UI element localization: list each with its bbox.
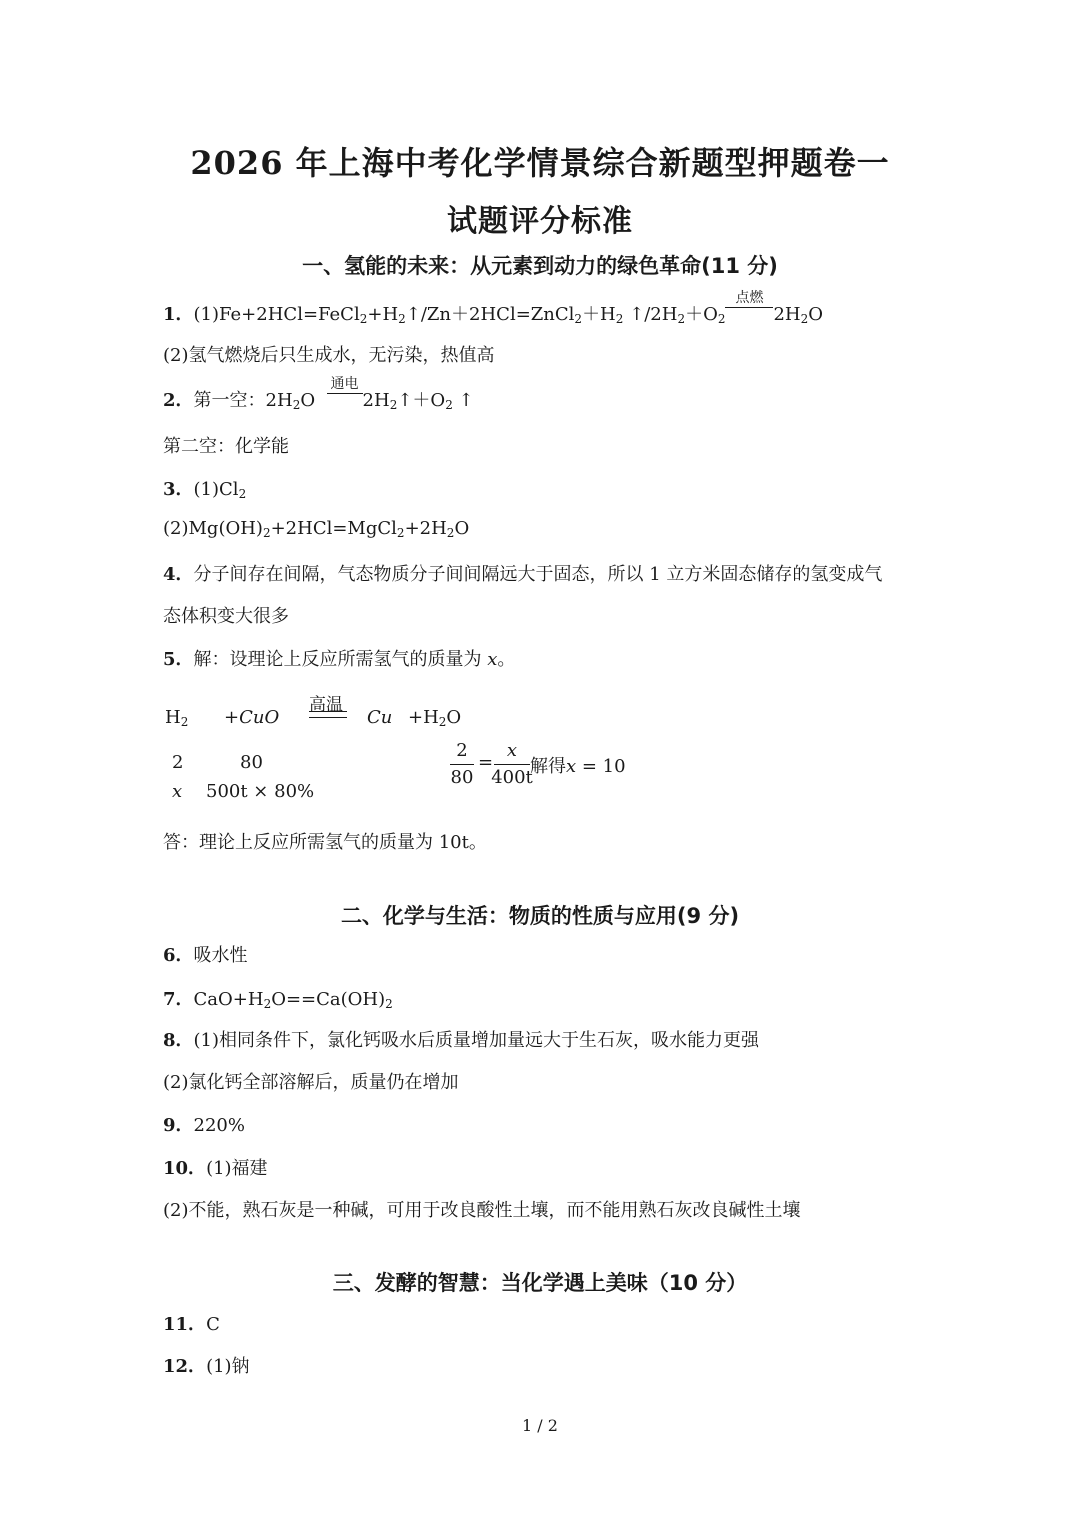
- fraction-2-bar: [494, 764, 530, 765]
- equation-product-cu: Cu: [367, 707, 393, 728]
- equals-sign: =: [478, 752, 494, 773]
- ratio-row-1-a: 2: [172, 752, 184, 773]
- ratio-row-1-b: 80: [240, 752, 263, 773]
- reaction-condition: 点燃: [725, 304, 773, 325]
- answer-11: 11．C: [163, 1314, 220, 1335]
- fraction-2-numerator: x: [506, 740, 518, 761]
- section-heading-2: 二、化学与生活：物质的性质与应用(9 分): [340, 904, 740, 928]
- document-title: 2026 年上海中考化学情景综合新题型押题卷一: [190, 144, 890, 182]
- fraction-1-bar: [450, 764, 474, 765]
- answer-5-intro: 5．解：设理论上反应所需氢气的质量为 x。: [163, 649, 516, 670]
- equation-reactant-cuo: +CuO: [224, 707, 280, 728]
- answer-7: 7．$CaO+H_2O==Ca(OH)_2$: [163, 989, 393, 1011]
- solve-result: 解得x = 10: [530, 756, 626, 777]
- equation-condition: 高温: [309, 695, 343, 715]
- document-subtitle: 试题评分标准: [447, 204, 633, 239]
- answer-6: 6．吸水性: [163, 945, 248, 966]
- answer-10-part-2: (2)不能，熟石灰是一种碱，可用于改良酸性土壤，而不能用熟石灰改良碱性土壤: [163, 1200, 801, 1221]
- answer-4-line-1: 4．分子间存在间隔，气态物质分子间间隔远大于固态，所以 1 立方米固态储存的氢变成气: [163, 564, 883, 585]
- answer-1-part-1: 1．$(1)Fe+2HCl=FeCl_2+H_2↑/Zn+2HCl=ZnCl_2+H_2$ $↑/2H_2+O_2$ 点燃 $2H_2O$: [163, 290, 824, 326]
- answer-3-part-2: $(2)Mg(OH)_2+2HCl=MgCl_2+2H_2O$: [163, 518, 470, 540]
- equation-reactant-h2: $H_2$: [165, 707, 189, 729]
- answer-2-part-2: 第二空：化学能: [163, 436, 289, 457]
- answer-5-conclusion: 答：理论上反应所需氢气的质量为 10t。: [163, 832, 487, 853]
- fraction-1-denominator: 80: [450, 767, 474, 788]
- answer-8-part-2: (2)氯化钙全部溶解后，质量仍在增加: [163, 1072, 459, 1093]
- page-number: 1 / 2: [522, 1416, 558, 1435]
- answer-8-part-1: 8．(1)相同条件下，氯化钙吸水后质量增加量远大于生石灰，吸水能力更强: [163, 1030, 760, 1051]
- fraction-2-denominator: 400t: [491, 767, 533, 788]
- ratio-row-2-a: x: [172, 781, 183, 802]
- answer-4-line-2: 态体积变大很多: [163, 606, 289, 627]
- reaction-condition: 通电: [327, 390, 363, 411]
- answer-2-part-1: 2．第一空：$2H_2O$ 通电 $2H_2↑+O_2$ ↑: [163, 376, 474, 412]
- ratio-row-2-b: 500t × 80%: [206, 781, 315, 802]
- section-heading-1: 一、氢能的未来：从元素到动力的绿色革命(11 分): [302, 254, 778, 278]
- answer-12: 12．(1)钠: [163, 1356, 250, 1377]
- equation-product-h2o: $+H_2O$: [408, 707, 462, 729]
- section-heading-3: 三、发酵的智慧：当化学遇上美味（10 分）: [332, 1271, 748, 1295]
- fraction-1-numerator: 2: [456, 740, 468, 761]
- answer-1-part-2: (2)氢气燃烧后只生成水，无污染，热值高: [163, 345, 495, 366]
- equation-double-line: [309, 711, 347, 718]
- answer-3-part-1: 3．$(1)Cl_2$: [163, 479, 247, 501]
- answer-10-part-1: 10．(1)福建: [163, 1158, 268, 1179]
- answer-9: 9．220%: [163, 1115, 245, 1136]
